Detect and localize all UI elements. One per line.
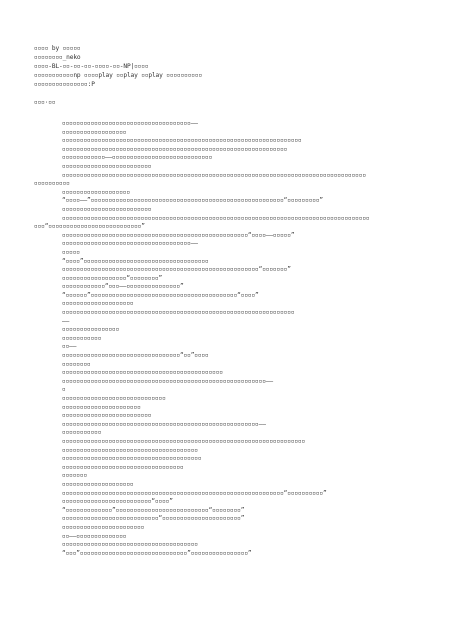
text-line: ▫▫▫▫▫▫▫▫▫▫▫ [62, 334, 102, 342]
text-line: ▫▫▫▫▫▫▫▫▫▫▫▫▫▫▫▫▫▫▫▫ [62, 480, 134, 488]
text-line: ▫▫▫▫▫▫▫▫▫▫▫▫▫▫▫▫▫▫ [62, 128, 127, 136]
text-line: ▫▫▫▫▫▫▫▫▫▫▫▫▫▫▫▫▫▫▫▫▫▫▫▫▫▫▫▫▫▫▫▫▫▫▫▫▫▫▫▫▫▫▫▫▫▫▫▫▫▫▫▫▫▫▫▫▫▫▫▫▫▫▫ [62, 145, 288, 153]
text-line [0, 558, 474, 567]
title-line: ▫▫▫▫ by ▫▫▫▫▫ [34, 45, 81, 52]
note-line: ▫▫▫▫▫▫▫▫▫▫▫▫▫▫▫:P [34, 81, 95, 88]
text-line: “▫▫▫▫”▫▫▫▫▫▫▫▫▫▫▫▫▫▫▫▫▫▫▫▫▫▫▫▫▫▫▫▫▫▫▫▫▫▫▫ [62, 257, 209, 265]
text-line: ▫▫▫▫▫▫▫▫▫▫▫▫——▫▫▫▫▫▫▫▫▫▫▫▫▫▫▫▫▫▫▫▫▫▫▫▫▫▫▫▫ [62, 154, 213, 162]
text-line: ▫▫▫▫▫▫▫▫▫▫▫▫▫▫▫▫▫▫▫▫ [62, 300, 134, 308]
text-line: ▫▫▫▫▫▫▫▫▫▫▫▫▫▫▫▫▫▫▫▫▫▫▫▫▫▫▫▫▫▫▫▫▫▫▫▫▫▫▫▫▫▫▫▫▫▫▫▫▫▫▫▫▫▫▫▫▫▫▫▫▫▫▫▫▫▫▫▫▫▫▫▫▫▫▫▫▫▫▫▫▫▫▫▫▫ [62, 171, 366, 179]
text-line: ▫▫▫▫▫▫▫▫▫▫▫▫“▫▫▫——▫▫▫▫▫▫▫▫▫▫▫▫▫▫▫” [62, 283, 184, 291]
text-line: ▫▫▫▫▫▫▫▫▫▫▫▫▫▫▫▫▫▫▫▫▫▫▫▫▫ [62, 412, 152, 420]
text-line: “▫▫▫▫▫▫▫▫▫▫▫▫▫”▫▫▫▫▫▫▫▫▫▫▫▫▫▫▫▫▫▫▫▫▫▫▫▫▫▫“▫▫▫▫▫▫▫▫” [62, 506, 245, 514]
text-line: ▫▫▫▫▫▫▫▫▫▫▫▫▫▫▫▫▫▫▫▫▫▫▫▫▫▫▫▫▫▫▫▫▫“▫▫”▫▫▫▫ [62, 352, 209, 360]
text-line: ▫▫▫▫▫▫▫▫▫▫▫▫▫▫▫▫▫▫▫▫▫▫▫▫▫“▫▫▫▫” [62, 498, 173, 506]
text-line: ▫▫——▫▫▫▫▫▫▫▫▫▫▫▫▫▫ [62, 532, 127, 540]
text-line: ▫▫▫▫▫▫▫▫▫▫▫▫▫▫▫▫▫▫▫▫▫▫▫▫▫▫▫“▫▫▫▫▫▫▫▫▫▫▫▫▫▫▫▫▫▫▫▫▫▫” [62, 515, 245, 523]
text-line: ▫▫▫▫▫▫▫▫▫▫▫▫▫▫▫▫▫▫▫▫▫▫ [62, 403, 141, 411]
text-line: ▫▫▫▫▫▫▫▫▫▫▫▫▫▫▫▫▫▫▫▫▫▫▫▫▫▫▫▫▫▫▫▫▫▫▫▫—— [62, 120, 198, 127]
text-line: ▫▫▫▫▫▫▫▫▫▫▫▫▫▫▫▫▫▫▫▫▫▫▫▫▫▫▫▫▫▫▫▫▫▫▫▫▫▫▫▫▫▫▫▫▫▫▫▫▫▫▫▫▫▫▫▫▫▫▫▫▫▫▫▫▫▫▫▫▫▫▫▫▫▫▫▫▫▫▫▫▫▫▫▫▫▫ [62, 214, 370, 222]
text-line: ▫▫▫▫▫▫▫▫▫▫▫▫▫▫▫▫▫▫▫▫▫▫▫ [62, 523, 145, 531]
text-line: ▫▫▫▫▫▫▫▫▫▫▫▫▫▫▫▫▫▫▫▫▫▫▫▫▫▫▫▫▫▫▫▫▫▫▫▫▫▫▫▫▫▫▫▫▫▫▫▫▫▫▫▫▫▫▫▫▫▫▫▫▫▫▫▫▫▫▫▫ [62, 437, 306, 445]
story-body [0, 120, 474, 567]
author-line: ▫▫▫▫▫▫▫▫_neko [34, 54, 81, 61]
text-line: ▫ [62, 386, 66, 394]
text-line: ▫▫—— [62, 343, 77, 351]
text-line: —— [62, 317, 70, 325]
text-line: ▫▫▫▫▫▫▫▫▫▫▫▫▫▫▫▫▫▫▫▫▫▫▫▫▫▫▫▫▫▫▫▫▫▫▫▫▫▫▫▫▫▫▫▫▫▫▫▫▫▫▫▫▫▫▫▫▫▫▫▫▫▫▫▫▫▫▫ [62, 137, 302, 145]
tags-line: ▫▫▫▫-BL-▫▫-▫▫-▫▫-▫▫▫▫-▫▫-NP|▫▫▫▫ [34, 63, 149, 70]
text-line: ▫▫▫▫▫▫▫▫▫▫▫▫▫▫▫▫▫▫▫▫▫▫▫▫▫▫▫▫▫▫▫▫▫▫▫▫▫▫▫▫▫▫▫▫▫▫▫▫▫▫▫▫▫▫▫▫▫▫▫▫▫▫▫▫▫ [62, 309, 295, 317]
text-line: ▫▫▫▫▫ [62, 248, 80, 256]
warning-line: ▫▫▫▫▫▫▫▫▫▫▫np ▫▫▫▫play ▫▫play ▫▫play ▫▫▫▫▫▫▫▫▫▫ [34, 72, 203, 79]
text-line: ▫▫▫▫▫▫▫ [62, 472, 88, 480]
text-line: ▫▫▫▫▫▫▫▫▫▫▫▫▫▫▫▫▫▫▫▫▫▫▫▫▫ [62, 205, 152, 213]
text-line: ▫▫▫▫▫▫▫▫▫▫▫▫▫▫▫▫▫▫▫▫▫▫▫▫▫▫▫▫▫▫▫▫▫▫▫▫▫▫▫▫▫▫▫▫▫▫▫▫▫▫▫▫▫▫▫“▫▫▫▫▫▫▫” [62, 266, 291, 274]
text-line: ▫▫▫▫▫▫▫▫▫▫ [34, 180, 70, 188]
chapter-heading: ▫▫▫·▫▫ [34, 99, 56, 106]
text-line: ▫▫▫▫▫▫▫▫▫▫▫▫▫▫▫▫▫▫▫▫▫▫▫▫▫▫▫▫▫▫▫▫▫▫▫▫▫▫ [62, 446, 198, 454]
text-line: ▫▫▫▫▫▫▫▫▫▫▫▫▫▫▫▫▫▫▫▫▫▫▫▫▫▫▫▫▫▫▫▫▫▫▫▫▫▫▫▫▫▫▫▫▫▫▫▫▫▫▫▫“▫▫▫▫——▫▫▫▫▫” [62, 231, 295, 239]
text-line: “▫▫▫▫——”▫▫▫▫▫▫▫▫▫▫▫▫▫▫▫▫▫▫▫▫▫▫▫▫▫▫▫▫▫▫▫▫▫▫▫▫▫▫▫▫▫▫▫▫▫▫▫▫▫▫▫▫▫▫“▫▫▫▫▫▫▫▫▫” [62, 197, 323, 205]
text-line: ▫▫▫▫▫▫▫▫▫▫▫▫▫▫▫▫▫▫▫▫▫▫▫▫▫▫▫▫▫▫▫▫▫▫▫▫▫▫▫ [62, 455, 202, 463]
text-line: ▫▫▫▫▫▫▫▫▫▫▫▫▫▫▫▫▫▫▫▫▫▫▫▫▫▫▫▫▫ [62, 395, 166, 402]
text-line: “▫▫▫▫▫▫”▫▫▫▫▫▫▫▫▫▫▫▫▫▫▫▫▫▫▫▫▫▫▫▫▫▫▫▫▫▫▫▫▫▫▫▫▫▫▫▫▫“▫▫▫▫” [62, 291, 259, 299]
text-line: ▫▫▫“▫▫▫▫▫▫▫▫▫▫▫▫▫▫▫▫▫▫▫▫▫▫▫▫▫▫” [34, 223, 145, 231]
text-line: ▫▫▫▫▫▫▫▫▫▫▫▫▫▫▫▫▫▫▫▫▫▫▫▫▫▫▫▫▫▫▫▫▫▫▫▫▫▫▫▫▫▫▫▫▫ [62, 369, 223, 377]
text-line: ▫▫▫▫▫▫▫▫▫▫▫▫▫▫▫▫▫▫▫▫▫▫▫▫▫▫▫▫▫▫▫▫▫▫▫▫—— [62, 240, 198, 248]
text-line: ▫▫▫▫▫▫▫▫▫▫▫▫▫▫▫▫▫▫▫▫▫▫▫▫▫▫▫▫▫▫▫▫▫▫▫▫▫▫▫▫▫▫▫▫▫▫▫▫▫▫▫▫▫▫▫▫▫▫▫▫▫▫“▫▫▫▫▫▫▫▫▫▫” [62, 489, 327, 497]
text-line: ▫▫▫▫▫▫▫▫▫▫▫▫▫▫▫▫▫▫“▫▫▫▫▫▫▫▫” [62, 274, 163, 282]
text-line: “▫▫▫”▫▫▫▫▫▫▫▫▫▫▫▫▫▫▫▫▫▫▫▫▫▫▫▫▫▫▫▫▫▫”▫▫▫▫▫▫▫▫▫▫▫▫▫▫▫▫” [62, 549, 252, 557]
text-line: ▫▫▫▫▫▫▫▫▫▫▫▫▫▫▫▫ [62, 326, 120, 334]
text-line: ▫▫▫▫▫▫▫▫▫▫▫ [62, 429, 102, 437]
text-line: ▫▫▫▫▫▫▫▫ [62, 360, 91, 368]
text-line: ▫▫▫▫▫▫▫▫▫▫▫▫▫▫▫▫▫▫▫▫▫▫▫▫▫▫▫▫▫▫▫▫▫▫ [62, 463, 184, 471]
text-line: ▫▫▫▫▫▫▫▫▫▫▫▫▫▫▫▫▫▫▫ [62, 188, 130, 196]
text-line: ▫▫▫▫▫▫▫▫▫▫▫▫▫▫▫▫▫▫▫▫▫▫▫▫▫▫▫▫▫▫▫▫▫▫▫▫▫▫▫▫▫▫▫▫▫▫▫▫▫▫▫▫▫▫▫—— [62, 420, 266, 428]
text-line: ▫▫▫▫▫▫▫▫▫▫▫▫▫▫▫▫▫▫▫▫▫▫▫▫▫▫▫▫▫▫▫▫▫▫▫▫▫▫▫▫▫▫▫▫▫▫▫▫▫▫▫▫▫▫▫▫▫—— [62, 377, 273, 385]
text-line: ▫▫▫▫▫▫▫▫▫▫▫▫▫▫▫▫▫▫▫▫▫▫▫▫▫ [62, 162, 152, 170]
text-line: ▫▫▫▫▫▫▫▫▫▫▫▫▫▫▫▫▫▫▫▫▫▫▫▫▫▫▫▫▫▫▫▫▫▫▫▫▫▫ [62, 541, 198, 549]
